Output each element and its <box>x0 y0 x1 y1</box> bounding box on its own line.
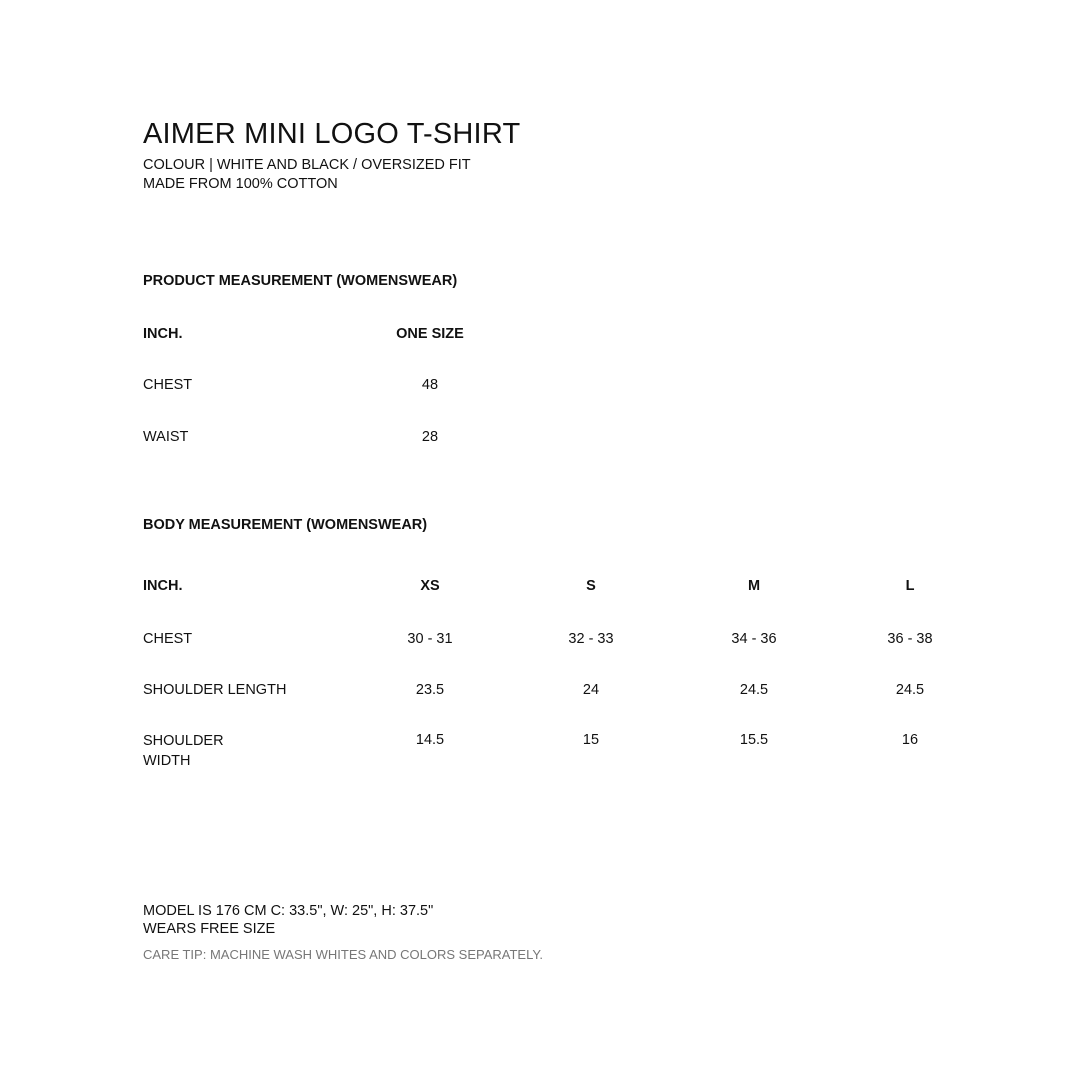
unit-header: INCH. <box>143 578 183 594</box>
column-header-s: S <box>586 578 596 594</box>
model-size: WEARS FREE SIZE <box>143 921 276 937</box>
cell-shoulder-width-m: 15.5 <box>739 732 769 748</box>
cell-waist-one-size: 28 <box>421 429 439 445</box>
cell-shoulder-length-l: 24.5 <box>895 682 925 698</box>
column-header-xs: XS <box>420 578 440 594</box>
material-line: MADE FROM 100% COTTON <box>143 176 338 192</box>
row-label-shoulder-width <box>143 731 224 771</box>
cell-chest-xs: 30 - 31 <box>407 631 453 647</box>
care-tip: CARE TIP: MACHINE WASH WHITES AND COLORS SEPARATELY. <box>143 947 543 962</box>
colour-fit-line: COLOUR | WHITE AND BLACK / OVERSIZED FIT <box>143 157 471 173</box>
row-label-line-2: WIDTH <box>143 753 191 769</box>
row-label-chest: CHEST <box>143 377 193 393</box>
row-label-line-1: SHOULDER <box>143 733 224 749</box>
cell-shoulder-length-xs: 23.5 <box>415 682 445 698</box>
unit-header: INCH. <box>143 326 183 342</box>
cell-shoulder-length-s: 24 <box>582 682 600 698</box>
cell-chest-one-size: 48 <box>421 377 439 393</box>
model-info: MODEL IS 176 CM C: 33.5", W: 25", H: 37.5" <box>143 903 434 919</box>
column-header-one-size: ONE SIZE <box>396 326 464 342</box>
cell-chest-m: 34 - 36 <box>731 631 777 647</box>
product-measurement-heading: PRODUCT MEASUREMENT (WOMENSWEAR) <box>143 273 458 289</box>
cell-shoulder-width-s: 15 <box>582 732 600 748</box>
cell-shoulder-length-m: 24.5 <box>739 682 769 698</box>
column-header-m: M <box>747 578 761 594</box>
product-title: AIMER MINI LOGO T-SHIRT <box>143 118 521 150</box>
cell-chest-l: 36 - 38 <box>887 631 933 647</box>
cell-shoulder-width-xs: 14.5 <box>415 732 445 748</box>
body-measurement-heading: BODY MEASUREMENT (WOMENSWEAR) <box>143 517 428 533</box>
row-label-shoulder-length: SHOULDER LENGTH <box>143 682 287 698</box>
row-label-chest: CHEST <box>143 631 193 647</box>
cell-chest-s: 32 - 33 <box>568 631 614 647</box>
row-label-waist: WAIST <box>143 429 189 445</box>
cell-shoulder-width-l: 16 <box>901 732 919 748</box>
column-header-l: L <box>905 578 915 594</box>
